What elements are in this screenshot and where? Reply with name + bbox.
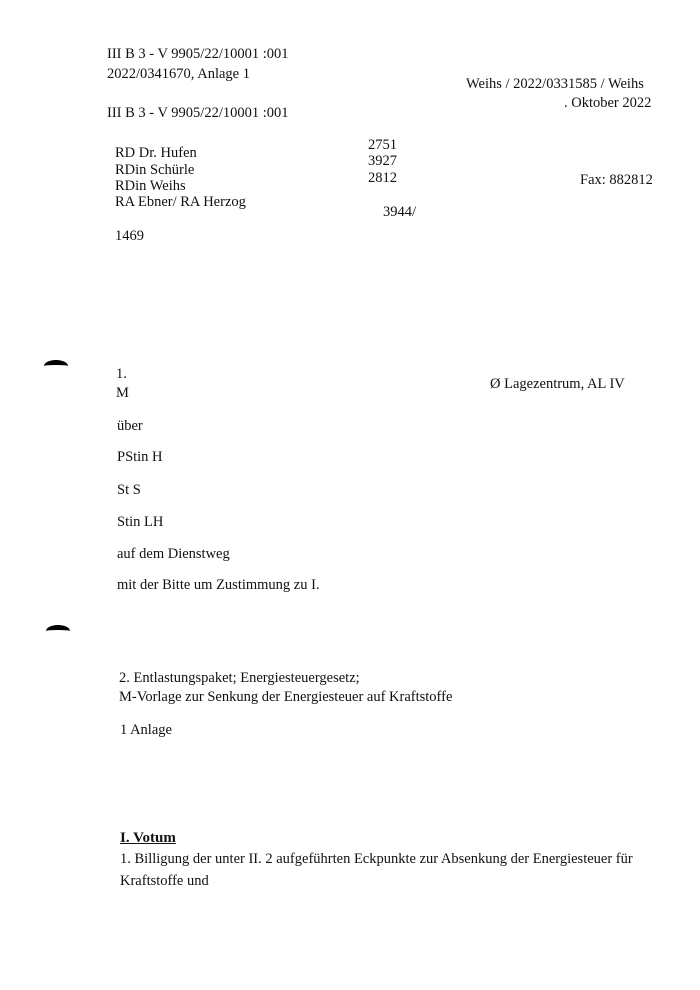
contact-name-4: RA Ebner/ RA Herzog [115,194,246,210]
section-heading-votum: I. Votum [120,830,176,846]
contact-name-2: RDin Schürle [115,162,195,178]
votum-item-1-line-2: Kraftstoffe und [120,873,209,889]
author-reference: Weihs / 2022/0331585 / Weihs [466,76,644,92]
routing-via: über [117,418,143,434]
contact-name-3: RDin Weihs [115,178,186,194]
routing-step-3: Stin LH [117,514,164,530]
routing-number: 1. [116,366,127,382]
fax-number: Fax: 882812 [580,172,653,188]
subject-line-1: 2. Entlastungspaket; Energiesteuergesetz; [119,670,360,686]
routing-recipient: M [116,385,129,401]
votum-item-1-line-1: 1. Billigung der unter II. 2 aufgeführten Eckpunkte zur Absenkung der Energiesteuer für [120,851,633,867]
contact-ext-2: 3927 [368,153,397,169]
punch-hole-mark [44,360,68,372]
routing-path: auf dem Dienstweg [117,546,230,562]
punch-hole-mark [46,625,70,637]
contact-name-1: RD Dr. Hufen [115,145,197,161]
reference-number-repeat: III B 3 - V 9905/22/10001 :001 [107,105,289,121]
subject-line-2: M-Vorlage zur Senkung der Energiesteuer auf Kraftstoffe [119,689,453,705]
routing-request: mit der Bitte um Zustimmung zu I. [117,577,320,593]
reference-number: III B 3 - V 9905/22/10001 :001 [107,46,289,62]
routing-copy-to: Ø Lagezentrum, AL IV [490,376,625,392]
contact-ext-1: 2751 [368,137,397,153]
contact-ext-4: 3944/ [383,204,417,220]
routing-step-1: PStin H [117,449,163,465]
routing-step-2: St S [117,482,141,498]
extra-extension: 1469 [115,228,144,244]
attachment-count: 1 Anlage [120,722,172,738]
contact-ext-3: 2812 [368,170,397,186]
document-date: . Oktober 2022 [564,95,652,111]
document-number: 2022/0341670, Anlage 1 [107,66,250,82]
